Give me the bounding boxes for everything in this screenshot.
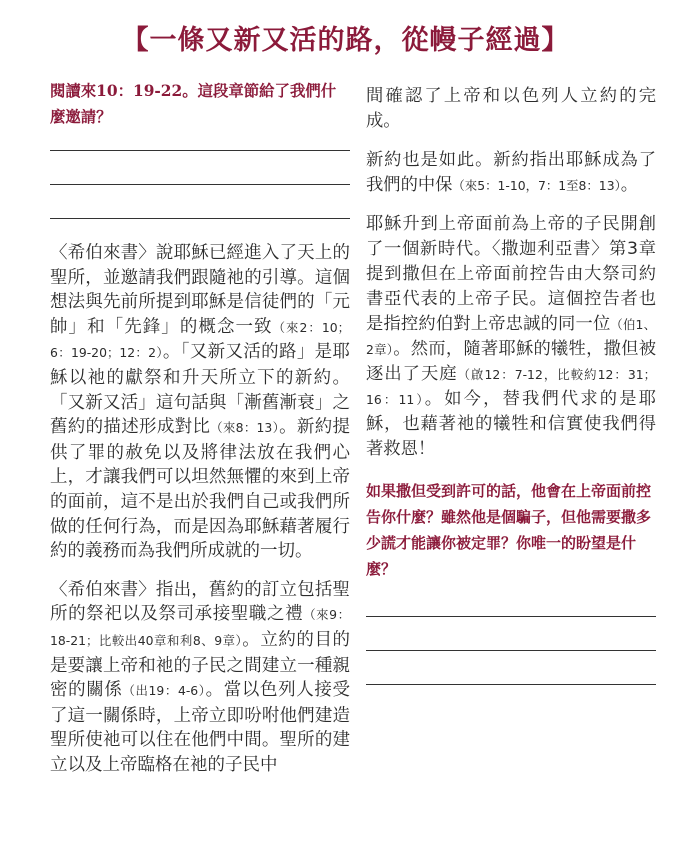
paragraph-text: 。立約的目的是要讓上帝和祂的子民之間建立一種親密的關係 <box>50 629 351 701</box>
paragraph-text: 。「又新又活的路」是耶穌以祂的獻祭和升天所立下的新約。「又新又活」這句話與「漸舊漸衰」之舊約的描述形成對比 <box>50 342 350 438</box>
body-paragraph <box>50 578 350 778</box>
paragraph-text: 〈希伯來書〉說耶穌已經進入了天上的聖所，並邀請我們跟隨祂的引導。這個想法與先前所提到耶穌是信徒們的「元帥」和「先鋒」的概念一致 <box>50 243 350 337</box>
scripture-reference: （來9：18-21；比較出40章和利8、9章） <box>50 607 350 648</box>
answer-line[interactable] <box>50 184 350 185</box>
paragraph-text: 。然而，隨著耶穌的犧牲，撒但被逐出了天庭 <box>366 339 656 384</box>
right-column <box>366 84 656 685</box>
scripture-reference: （來5：1-10，7：1至8：13） <box>452 178 621 193</box>
paragraph-text: 。新約提供了罪的赦免以及將律法放在我們心上，才讓我們可以坦然無懼的來到上帝的面前，這不是出於我們自己或我們所做的任何行為，而是因為耶穌藉著履行約的義務而為我們所成就的一切。 <box>50 417 351 562</box>
paragraph-text: 耶穌升到上帝面前為上帝的子民開創了一個新時代。〈撒迦利亞書〉第3章提到撒但在上帝面前控告由大祭司約書亞代表的上帝子民。這個控告者也是指控約伯對上帝忠誠的同一位 <box>366 214 656 334</box>
body-paragraph <box>50 241 350 564</box>
answer-line[interactable] <box>366 650 656 651</box>
answer-line[interactable] <box>50 150 350 151</box>
reading-question: 閱讀來10：19-22。這段章節給了我們什麼邀請？ <box>50 82 337 126</box>
paragraph-text: 。 <box>620 175 639 195</box>
answer-line[interactable] <box>50 218 350 219</box>
scripture-reference: （啟12：7-12，比較約12：31；16：11） <box>366 367 656 407</box>
left-column <box>50 78 350 777</box>
body-paragraph <box>366 212 656 462</box>
paragraph-text: 。如今，替我們代求的是耶穌，也藉著祂的犧牲和信實使我們得著救恩！ <box>366 389 656 459</box>
scripture-reference: （來8：13） <box>210 420 280 436</box>
paragraph-text: 〈希伯來書〉指出，舊約的訂立包括聖所的祭祀以及祭司承接聖職之禮 <box>50 579 350 625</box>
paragraph-text: 新約也是如此。新約指出耶穌成為了我們的中保 <box>366 150 656 195</box>
answer-line[interactable] <box>366 684 656 685</box>
page-title: 【一條又新又活的路，從幔子經過】 <box>121 25 570 56</box>
scripture-reference: （來2：10；6：19-20；12：2） <box>50 319 351 361</box>
paragraph-text: 。當以色列人接受了這一關係時，上帝立即吩咐他們建造聖所使祂可以住在他們中間。聖所的建立以及上帝臨格在祂的子民中 <box>50 680 350 775</box>
reflection-question: 如果撒但受到許可的話，他會在上帝面前控告你什麼？雖然他是個騙子，但他需要撒多少謊才能讓你被定罪？你唯一的盼望是什麼？ <box>366 482 652 578</box>
body-paragraph <box>366 148 656 198</box>
scripture-reference: （出19：4-6） <box>122 683 206 699</box>
body-paragraph: 間確認了上帝和以色列人立約的完成。 <box>366 86 656 131</box>
answer-line[interactable] <box>366 616 656 617</box>
scripture-reference: （伯1、2章） <box>366 317 656 357</box>
